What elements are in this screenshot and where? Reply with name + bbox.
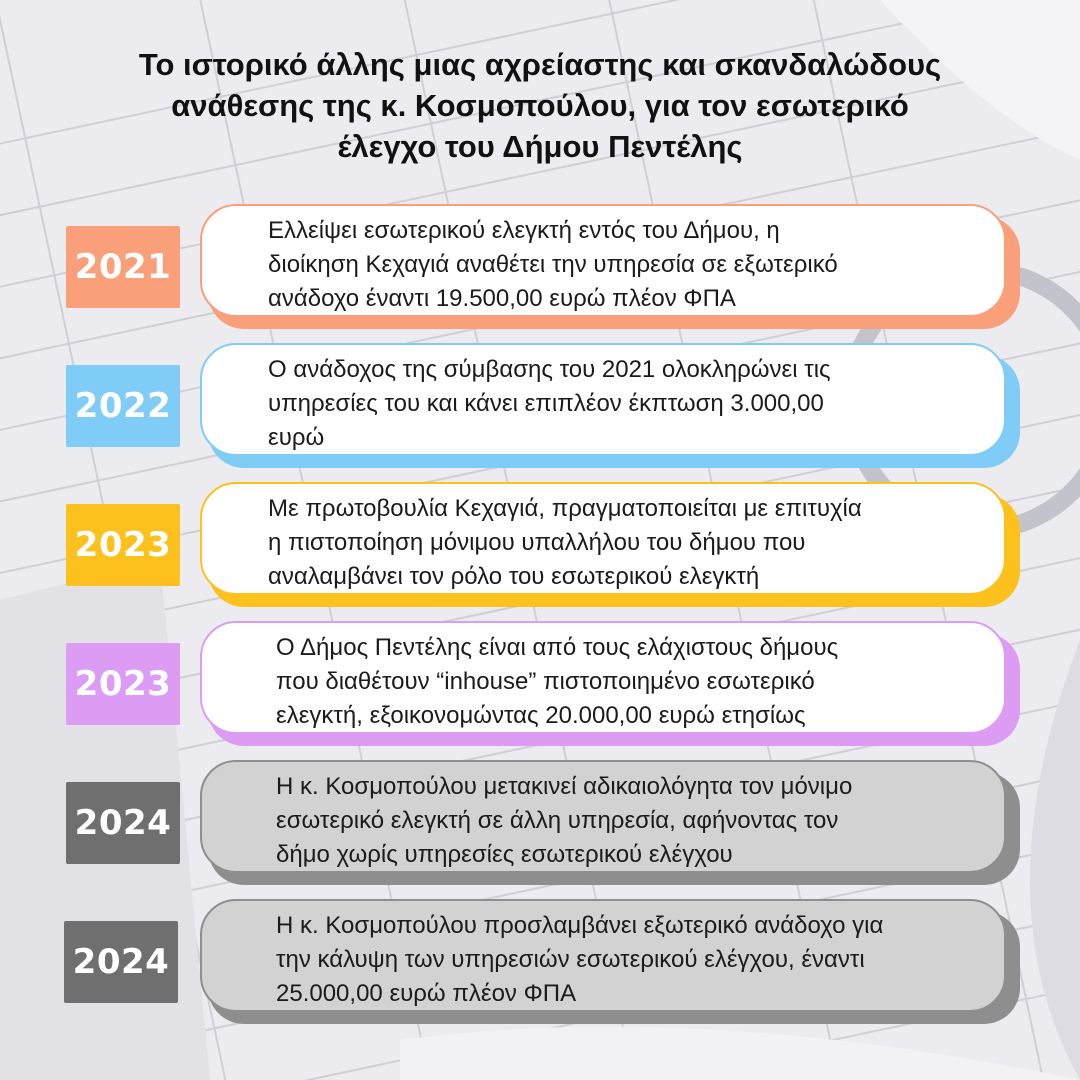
timeline-entry-2023-a: [0, 482, 1080, 612]
text-line: 25.000,00 ευρώ πλέον ΦΠΑ: [276, 980, 577, 1007]
year-badge: 2024: [66, 782, 180, 864]
year-badge: 2023: [66, 643, 180, 725]
text-line: Ελλείψει εσωτερικού ελεγκτή εντός του Δήμου, η: [268, 217, 780, 244]
text-line: εσωτερικό ελεγκτή σε άλλη υπηρεσία, αφήνοντας τον: [276, 807, 839, 834]
year-badge: 2022: [66, 365, 180, 447]
page-title: [90, 44, 990, 167]
text-line: ευρώ: [268, 424, 325, 451]
timeline-entry-2024-a: [0, 760, 1080, 890]
timeline-text: [276, 770, 996, 872]
text-line: ανάδοχο έναντι 19.500,00 ευρώ πλέον ΦΠΑ: [268, 285, 736, 312]
text-line: Ο ανάδοχος της σύμβασης του 2021 ολοκληρώνει τις: [268, 356, 831, 383]
year-badge: 2023: [66, 504, 180, 586]
text-line: Η κ. Κοσμοπούλου προσλαμβάνει εξωτερικό ανάδοχο για: [276, 912, 884, 939]
timeline-text: [268, 214, 988, 316]
timeline-entry-2023-b: [0, 621, 1080, 751]
timeline-entry-2021: [0, 204, 1080, 334]
text-line: υπηρεσίες του και κάνει επιπλέον έκπτωση 3.000,00: [268, 390, 824, 417]
text-line: Με πρωτοβουλία Κεχαγιά, πραγματοποιείται με επιτυχία: [268, 495, 862, 522]
title-line-2: ανάθεσης της κ. Κοσμοπούλου, για τον εσωτερικό: [171, 88, 909, 123]
text-line: η πιστοποίηση μόνιμου υπαλλήλου του δήμου που: [268, 529, 806, 556]
text-line: Ο Δήμος Πεντέλης είναι από τους ελάχιστους δήμους: [276, 634, 839, 661]
text-line: ελεγκτή, εξοικονομώντας 20.000,00 ευρώ ετησίως: [276, 702, 806, 729]
timeline-text: [276, 631, 996, 733]
text-line: αναλαμβάνει τον ρόλο του εσωτερικού ελεγκτή: [268, 563, 760, 590]
title-line-3: έλεγχο του Δήμου Πεντέλης: [337, 129, 743, 164]
text-line: Η κ. Κοσμοπούλου μετακινεί αδικαιολόγητα τον μόνιμο: [276, 773, 853, 800]
timeline-entry-2024-b: [0, 899, 1080, 1029]
timeline-entry-2022: [0, 343, 1080, 473]
text-line: δήμο χωρίς υπηρεσίες εσωτερικού ελέγχου: [276, 841, 733, 868]
timeline-text: [268, 492, 988, 594]
year-badge: 2021: [66, 226, 180, 308]
text-line: την κάλυψη των υπηρεσιών εσωτερικού ελέγχου, έναντι: [276, 946, 865, 973]
text-line: διοίκηση Κεχαγιά αναθέτει την υπηρεσία σε εξωτερικό: [268, 251, 838, 278]
timeline-text: [276, 909, 996, 1011]
title-line-1: Το ιστορικό άλλης μιας αχρείαστης και σκανδαλώδους: [138, 47, 942, 82]
year-badge: 2024: [64, 921, 178, 1003]
timeline-text: [268, 353, 988, 455]
text-line: που διαθέτουν “inhouse” πιστοποιημένο εσωτερικό: [276, 668, 815, 695]
